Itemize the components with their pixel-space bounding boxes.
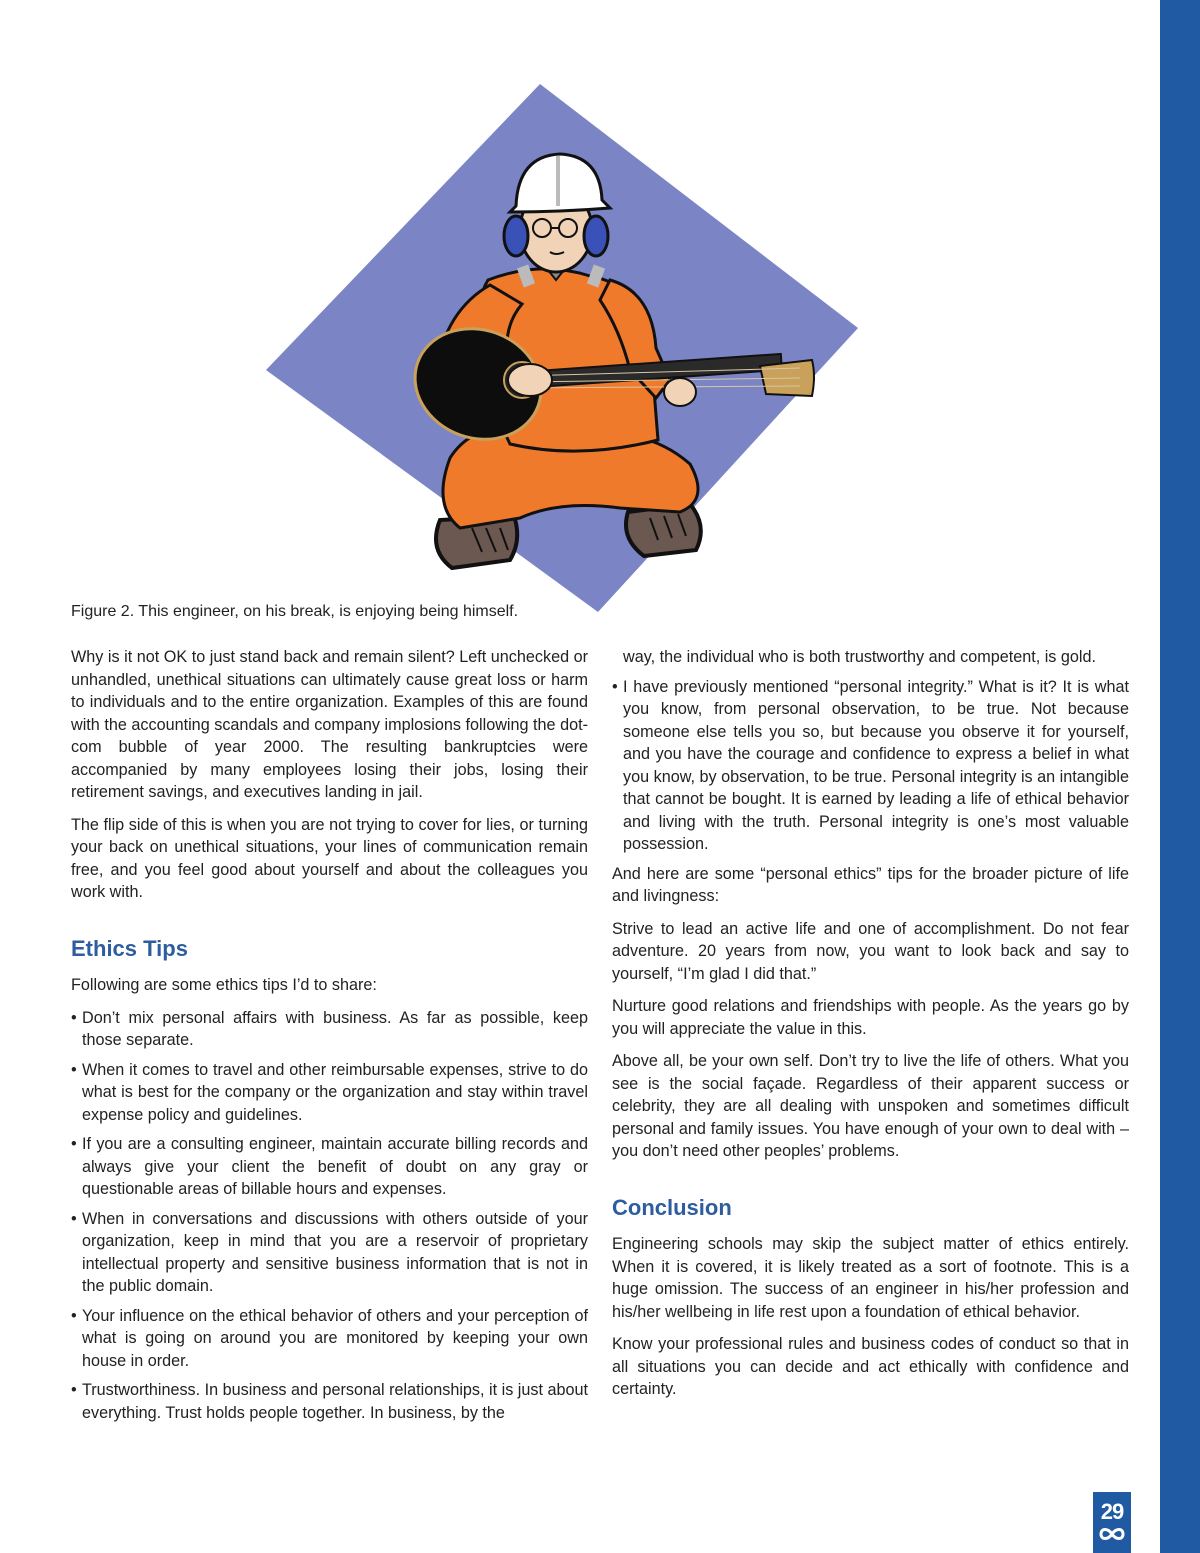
ethics-tips-list <box>71 1007 588 1425</box>
adventure-paragraph: Strive to lead an active life and one of accomplishment. Do not fear adventure. 20 years from now, you want to look back and say to yourself, “I’m glad I did that.” <box>612 919 1129 983</box>
own-self-paragraph: Above all, be your own self. Don’t try to live the life of others. What you see is the social façade. Regardless of their apparent success or celebrity, they are all dealing with unspoken and sometimes difficult personal and family issues. You have enough of your own to deal with – you don’t need other peoples’ problems. <box>612 1052 1129 1160</box>
strumming-hand <box>508 364 552 396</box>
list-item: • When in conversations and discussions with others outside of your organization, keep in mind that you are a reservoir of proprietary intellectual property and sensitive business information that is not in the public domain. <box>71 1208 588 1298</box>
infinity-icon <box>1097 1526 1127 1542</box>
integrity-tip-list <box>612 676 1129 856</box>
ethics-tips-heading: Ethics Tips <box>71 935 188 961</box>
personal-ethics-paragraph: And here are some “personal ethics” tips for the broader picture of life and livingness: <box>612 864 1129 905</box>
intro-paragraph-2: The flip side of this is when you are not trying to cover for lies, or turning your back on unethical situations, your lines of communication remain free, and you feel good about yourself and about the colleagues you work with. <box>71 815 588 901</box>
left-column <box>71 646 588 1431</box>
page-edge-bar <box>1160 0 1200 1553</box>
intro-paragraph-1: Why is it not OK to just stand back and remain silent? Left unchecked or unhandled, unethical situations can ultimately cause great loss or harm to individuals and to the entire organization. Examples of this are found with the accounting scandals and company implosions following the dot-com bubble of year 2000. The resulting bankruptcies were accompanied by many employees losing their jobs, losing their retirement savings, and executives landing in jail. <box>71 648 588 801</box>
list-item: • If you are a consulting engineer, maintain accurate billing records and always give your client the benefit of doubt on any gray or questionable areas of billable hours and expenses. <box>71 1133 588 1201</box>
figure-caption: Figure 2. This engineer, on his break, is enjoying being himself. <box>71 603 519 620</box>
list-item: • When it comes to travel and other reimbursable expenses, strive to do what is best for the company or the organization and stay within travel expense policy and guidelines. <box>71 1059 588 1127</box>
page-number-badge <box>1093 1492 1131 1553</box>
right-column <box>612 646 1129 1411</box>
conclusion-paragraph-2: Know your professional rules and business codes of conduct so that in all situations you can decide and act ethically with confidence and certainty. <box>612 1335 1129 1398</box>
list-item: • Your influence on the ethical behavior of others and your perception of what is going on around you are monitored by keeping your own house in order. <box>71 1305 588 1373</box>
page-number: 29 <box>1100 1499 1124 1524</box>
list-item: • Don’t mix personal affairs with business. As far as possible, keep those separate. <box>71 1007 588 1052</box>
tip-continuation: way, the individual who is both trustworthy and competent, is gold. <box>623 648 1096 666</box>
ethics-intro: Following are some ethics tips I’d to share: <box>71 976 377 994</box>
list-item: • I have previously mentioned “personal integrity.” What is it? It is what you know, from personal observation, to be true. Not because someone else tells you so, but because you observe it for yourself, and you have the courage and confidence to express a belief in what you know, by observation, to be true. Personal integrity is an intangible that cannot be bought. It is earned by leading a life of ethical behavior and living with the truth. Personal integrity is one’s most valuable possession. <box>612 676 1129 856</box>
conclusion-heading: Conclusion <box>612 1194 732 1220</box>
list-item: • Trustworthiness. In business and personal relationships, it is just about everything. Trust holds people together. In business, by the <box>71 1379 588 1424</box>
engineer-guitar-illustration <box>260 80 870 620</box>
relations-paragraph: Nurture good relations and friendships with people. As the years go by you will appreciate the value in this. <box>612 997 1129 1038</box>
fretting-hand <box>664 378 696 406</box>
left-ear-muff <box>504 216 528 256</box>
conclusion-paragraph-1: Engineering schools may skip the subject matter of ethics entirely. When it is covered, it is likely treated as a sort of footnote. This is a huge omission. The success of an engineer in his/her profession and his/her wellbeing in life rest upon a foundation of ethical behavior. <box>612 1235 1129 1321</box>
right-ear-muff <box>584 216 608 256</box>
